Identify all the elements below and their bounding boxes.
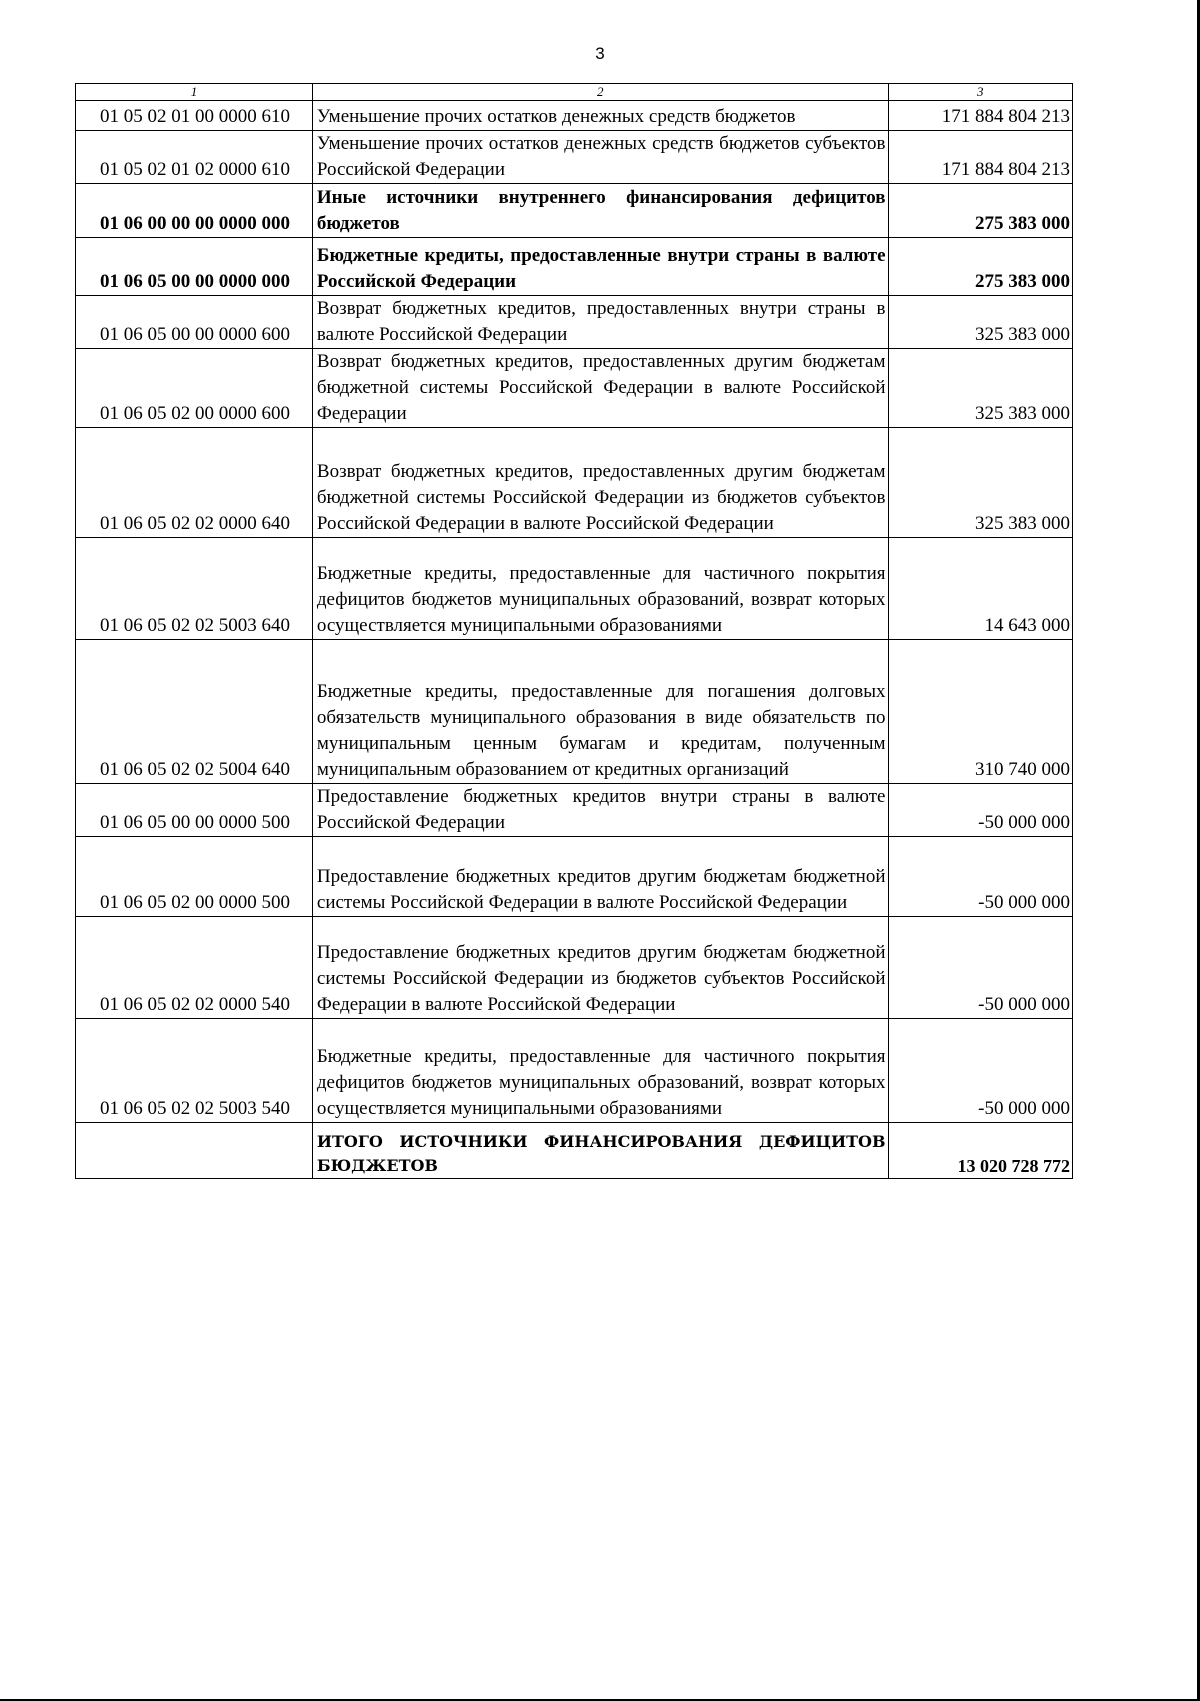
row-code: 01 05 02 01 00 0000 610 xyxy=(76,101,313,131)
row-code: 01 06 05 00 00 0000 600 xyxy=(76,296,313,349)
row-code: 01 06 05 02 00 0000 600 xyxy=(76,349,313,428)
table-header-row xyxy=(76,84,1073,101)
table-row xyxy=(76,428,1073,538)
table-row xyxy=(76,101,1073,131)
row-amount: 171 884 804 213 xyxy=(888,131,1073,184)
total-row xyxy=(76,1123,1073,1179)
row-code: 01 06 05 02 02 5004 640 xyxy=(76,640,313,784)
row-code: 01 06 05 02 02 0000 540 xyxy=(76,917,313,1019)
table-row xyxy=(76,784,1073,837)
row-description: Бюджетные кредиты, предоставленные для частичного покрытия дефицитов бюджетов муниципальных образований, возврат которых осуществляется муниципальными образованиями xyxy=(312,1019,888,1123)
table-row xyxy=(76,296,1073,349)
row-amount: 171 884 804 213 xyxy=(888,101,1073,131)
total-description: ИТОГО ИСТОЧНИКИ ФИНАНСИРОВАНИЯ ДЕФИЦИТОВ БЮДЖЕТОВ xyxy=(312,1123,888,1179)
row-code: 01 06 05 00 00 0000 000 xyxy=(76,238,313,296)
row-description: Иные источники внутреннего финансирования дефицитов бюджетов xyxy=(312,184,888,238)
table-row xyxy=(76,1019,1073,1123)
row-code: 01 06 05 02 02 5003 540 xyxy=(76,1019,313,1123)
row-amount: 14 643 000 xyxy=(888,538,1073,640)
row-description: Предоставление бюджетных кредитов другим бюджетам бюджетной системы Российской Федерации из бюджетов субъектов Российской Федерации в валюте Российской Федерации xyxy=(312,917,888,1019)
total-code xyxy=(76,1123,313,1179)
row-code: 01 06 05 02 02 5003 640 xyxy=(76,538,313,640)
row-description: Предоставление бюджетных кредитов внутри страны в валюте Российской Федерации xyxy=(312,784,888,837)
row-description: Возврат бюджетных кредитов, предоставленных внутри страны в валюте Российской Федерации xyxy=(312,296,888,349)
row-amount: -50 000 000 xyxy=(888,917,1073,1019)
row-amount: 310 740 000 xyxy=(888,640,1073,784)
row-description: Предоставление бюджетных кредитов другим бюджетам бюджетной системы Российской Федерации в валюте Российской Федерации xyxy=(312,837,888,917)
row-code: 01 06 05 02 02 0000 640 xyxy=(76,428,313,538)
row-description: Уменьшение прочих остатков денежных средств бюджетов xyxy=(312,101,888,131)
table-row xyxy=(76,538,1073,640)
row-amount: -50 000 000 xyxy=(888,837,1073,917)
table-row xyxy=(76,184,1073,238)
budget-sources-table xyxy=(75,83,1073,1179)
row-amount: 275 383 000 xyxy=(888,184,1073,238)
table-row xyxy=(76,640,1073,784)
row-amount: 325 383 000 xyxy=(888,349,1073,428)
column-number-3: 3 xyxy=(888,84,1073,101)
row-amount: 325 383 000 xyxy=(888,428,1073,538)
page-number: 3 xyxy=(595,44,605,63)
row-description: Бюджетные кредиты, предоставленные для частичного покрытия дефицитов бюджетов муниципальных образований, возврат которых осуществляется муниципальными образованиями xyxy=(312,538,888,640)
row-description: Уменьшение прочих остатков денежных средств бюджетов субъектов Российской Федерации xyxy=(312,131,888,184)
column-number-1: 1 xyxy=(76,84,313,101)
column-number-2: 2 xyxy=(312,84,888,101)
table-row xyxy=(76,349,1073,428)
row-description: Возврат бюджетных кредитов, предоставленных другим бюджетам бюджетной системы Российской Федерации в валюте Российской Федерации xyxy=(312,349,888,428)
row-description: Возврат бюджетных кредитов, предоставленных другим бюджетам бюджетной системы Российской Федерации из бюджетов субъектов Российской Федерации в валюте Российской Федерации xyxy=(312,428,888,538)
row-amount: 325 383 000 xyxy=(888,296,1073,349)
row-description: Бюджетные кредиты, предоставленные для погашения долговых обязательств муниципального образования в виде обязательств по муниципальным ценным бумагам и кредитам, полученным муниципальным образованием от кредитных организаций xyxy=(312,640,888,784)
row-amount: 275 383 000 xyxy=(888,238,1073,296)
row-amount: -50 000 000 xyxy=(888,784,1073,837)
row-description: Бюджетные кредиты, предоставленные внутри страны в валюте Российской Федерации xyxy=(312,238,888,296)
total-amount: 13 020 728 772 xyxy=(888,1123,1073,1179)
row-code: 01 06 05 00 00 0000 500 xyxy=(76,784,313,837)
table-row xyxy=(76,837,1073,917)
table-row xyxy=(76,238,1073,296)
table-row xyxy=(76,917,1073,1019)
row-amount: -50 000 000 xyxy=(888,1019,1073,1123)
row-code: 01 06 05 02 00 0000 500 xyxy=(76,837,313,917)
table-row xyxy=(76,131,1073,184)
row-code: 01 06 00 00 00 0000 000 xyxy=(76,184,313,238)
row-code: 01 05 02 01 02 0000 610 xyxy=(76,131,313,184)
